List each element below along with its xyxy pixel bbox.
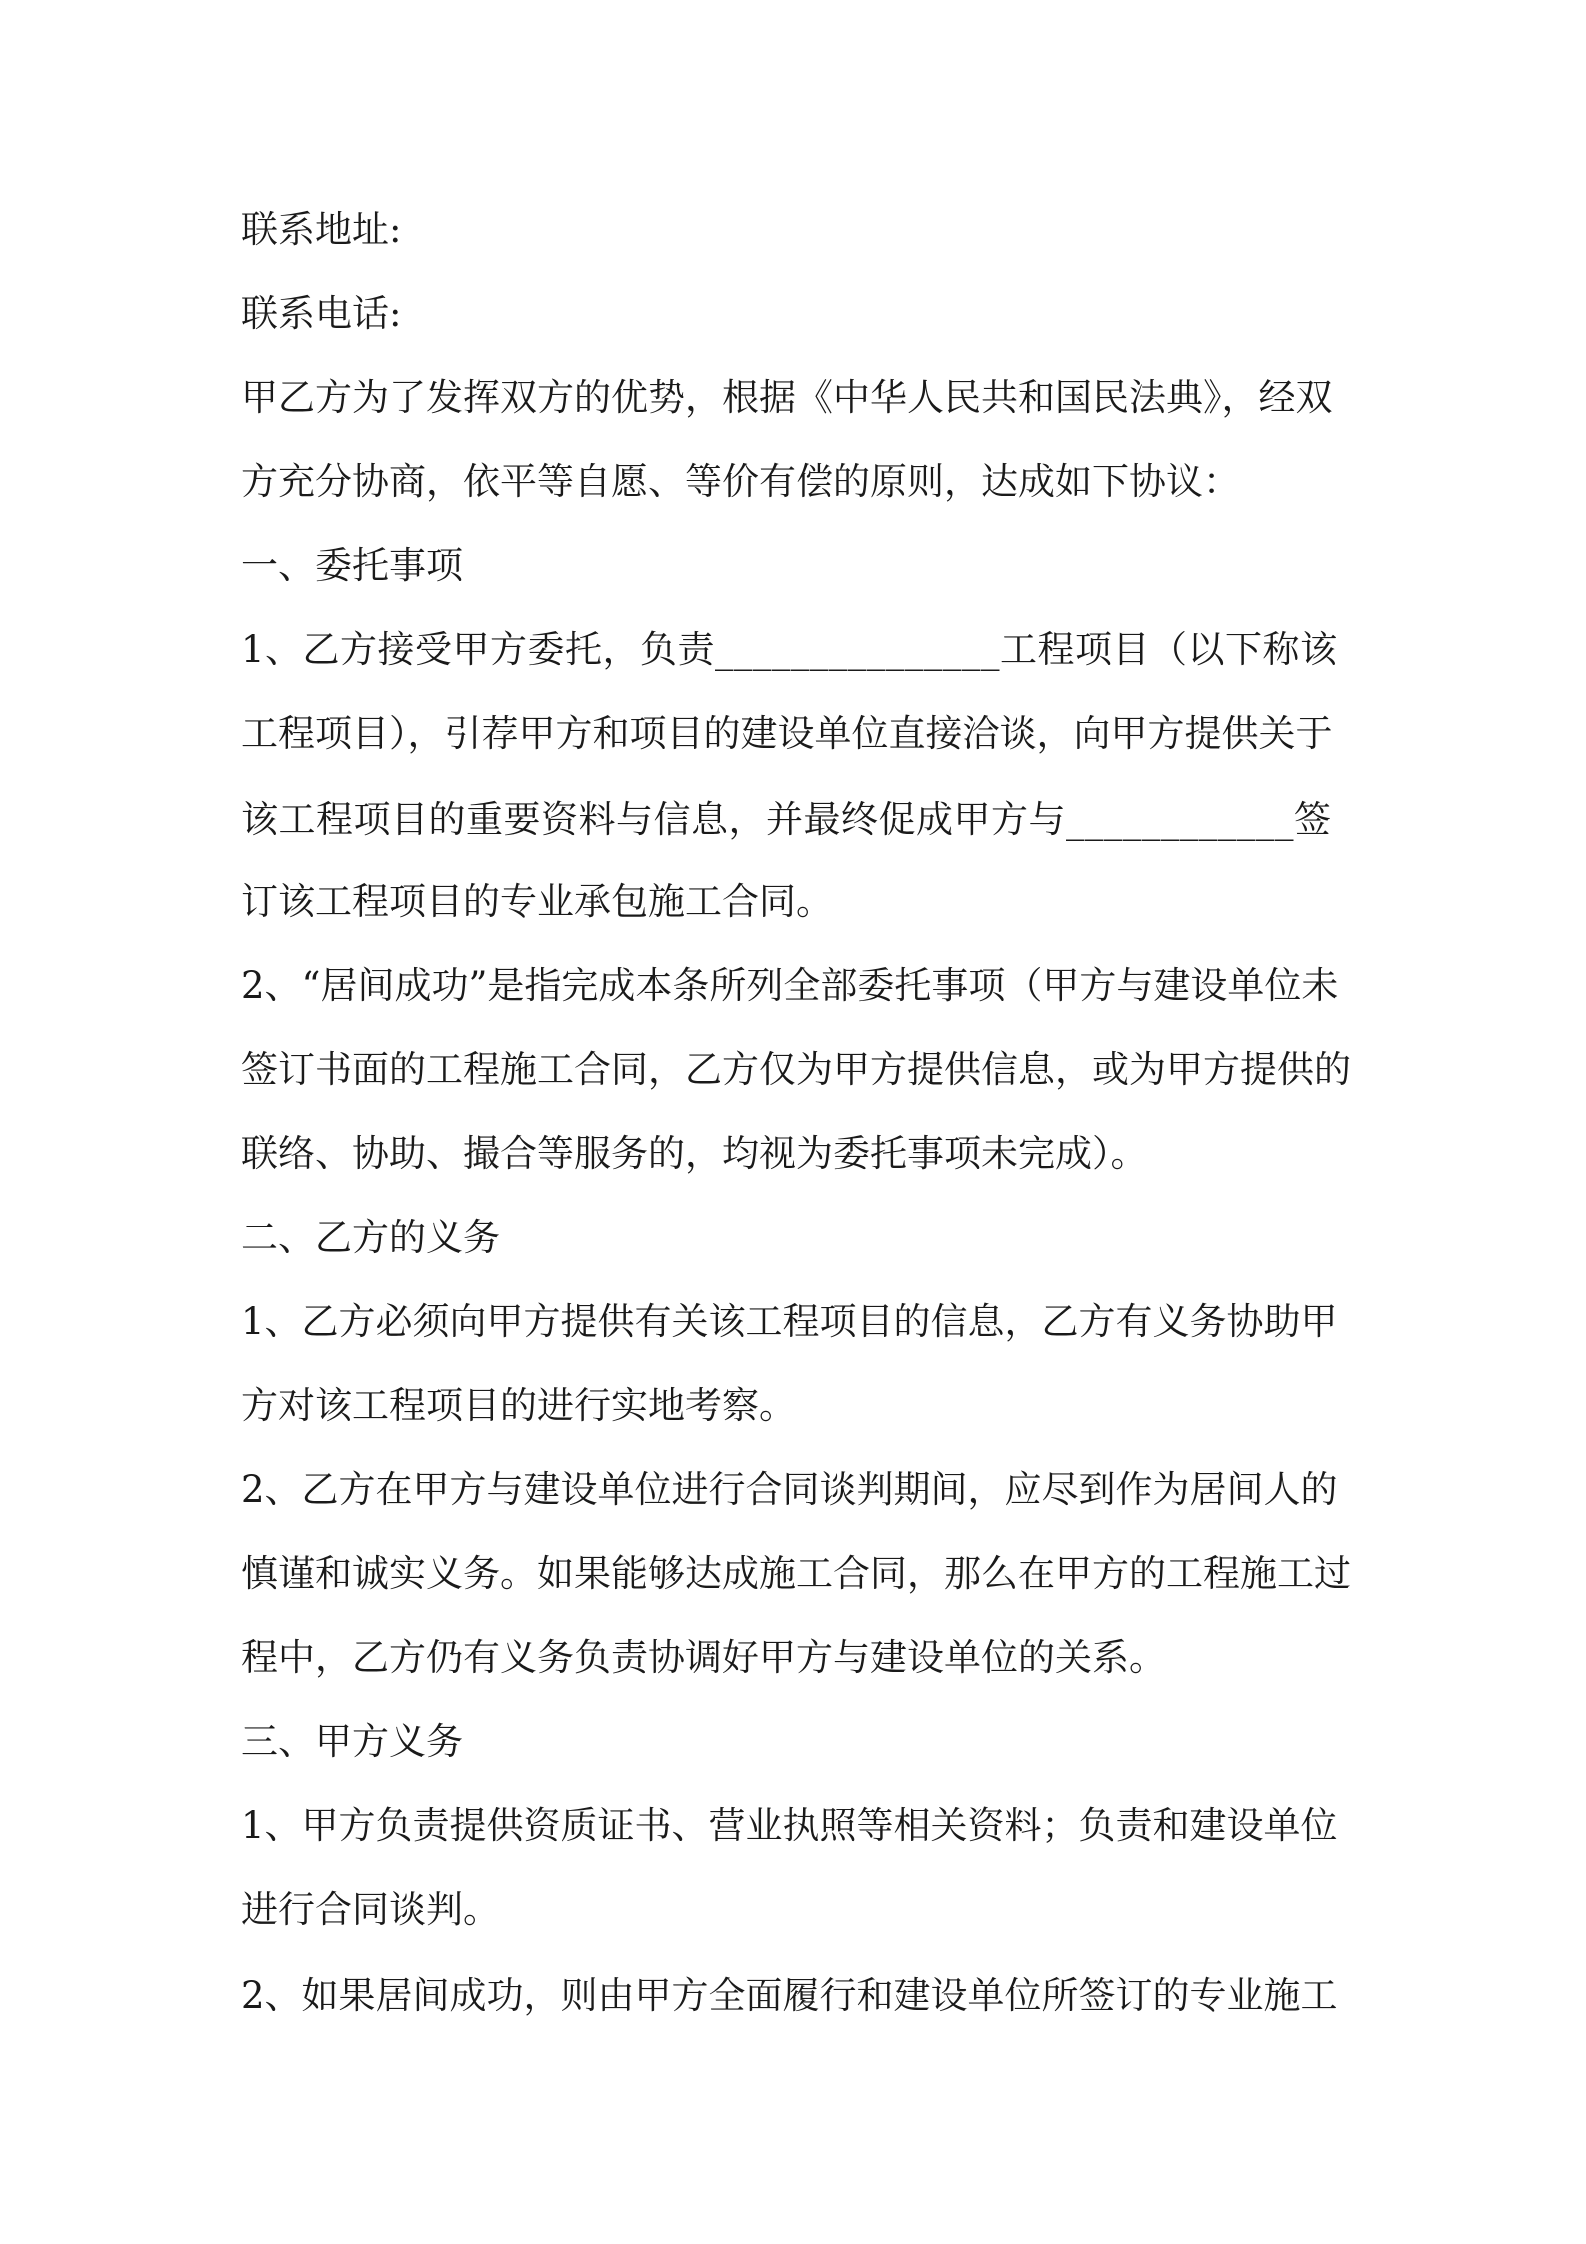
clause-1-1-line-3: 该工程项目的重要资料与信息，并最终促成甲方与____________签 <box>241 798 1332 841</box>
section-heading-entrusted-matters: 一、委托事项 <box>241 544 463 587</box>
clause-2-1-line-1: 1、乙方必须向甲方提供有关该工程项目的信息，乙方有义务协助甲 <box>241 1300 1338 1343</box>
clause-2-2-line-2: 慎谨和诚实义务。如果能够达成施工合同，那么在甲方的工程施工过 <box>241 1552 1351 1595</box>
clause-3-1-line-2: 进行合同谈判。 <box>241 1888 500 1931</box>
contact-phone-label: 联系电话: <box>241 292 402 335</box>
clause-1-2-line-2: 签订书面的工程施工合同，乙方仅为甲方提供信息，或为甲方提供的 <box>241 1048 1351 1091</box>
clause-1-1-line-2: 工程项目），引荐甲方和项目的建设单位直接洽谈，向甲方提供关于 <box>241 712 1333 755</box>
clause-1-1-line-1: 1、乙方接受甲方委托，负责_______________工程项目（以下称该 <box>241 628 1338 671</box>
clause-2-2-line-3: 程中，乙方仍有义务负责协调好甲方与建设单位的关系。 <box>241 1636 1166 1679</box>
clause-2-2-line-1: 2、乙方在甲方与建设单位进行合同谈判期间，应尽到作为居间人的 <box>241 1468 1338 1511</box>
preamble-line-1: 甲乙方为了发挥双方的优势，根据《中华人民共和国民法典》，经双 <box>241 376 1333 419</box>
clause-1-1-line-4: 订该工程项目的专业承包施工合同。 <box>241 880 833 923</box>
clause-2-1-line-2: 方对该工程项目的进行实地考察。 <box>241 1384 796 1427</box>
preamble-line-2: 方充分协商，依平等自愿、等价有偿的原则，达成如下协议： <box>241 460 1240 503</box>
section-heading-party-b-obligations: 二、乙方的义务 <box>241 1216 500 1259</box>
contact-address-label: 联系地址: <box>241 208 402 251</box>
clause-1-2-line-1: 2、“居间成功”是指完成本条所列全部委托事项（甲方与建设单位未 <box>241 964 1339 1007</box>
section-heading-party-a-obligations: 三、甲方义务 <box>241 1720 463 1763</box>
clause-1-2-line-3: 联络、协助、撮合等服务的，均视为委托事项未完成）。 <box>241 1132 1148 1175</box>
clause-3-1-line-1: 1、甲方负责提供资质证书、营业执照等相关资料；负责和建设单位 <box>241 1804 1338 1847</box>
clause-3-2-line-1: 2、如果居间成功，则由甲方全面履行和建设单位所签订的专业施工 <box>241 1974 1338 2017</box>
